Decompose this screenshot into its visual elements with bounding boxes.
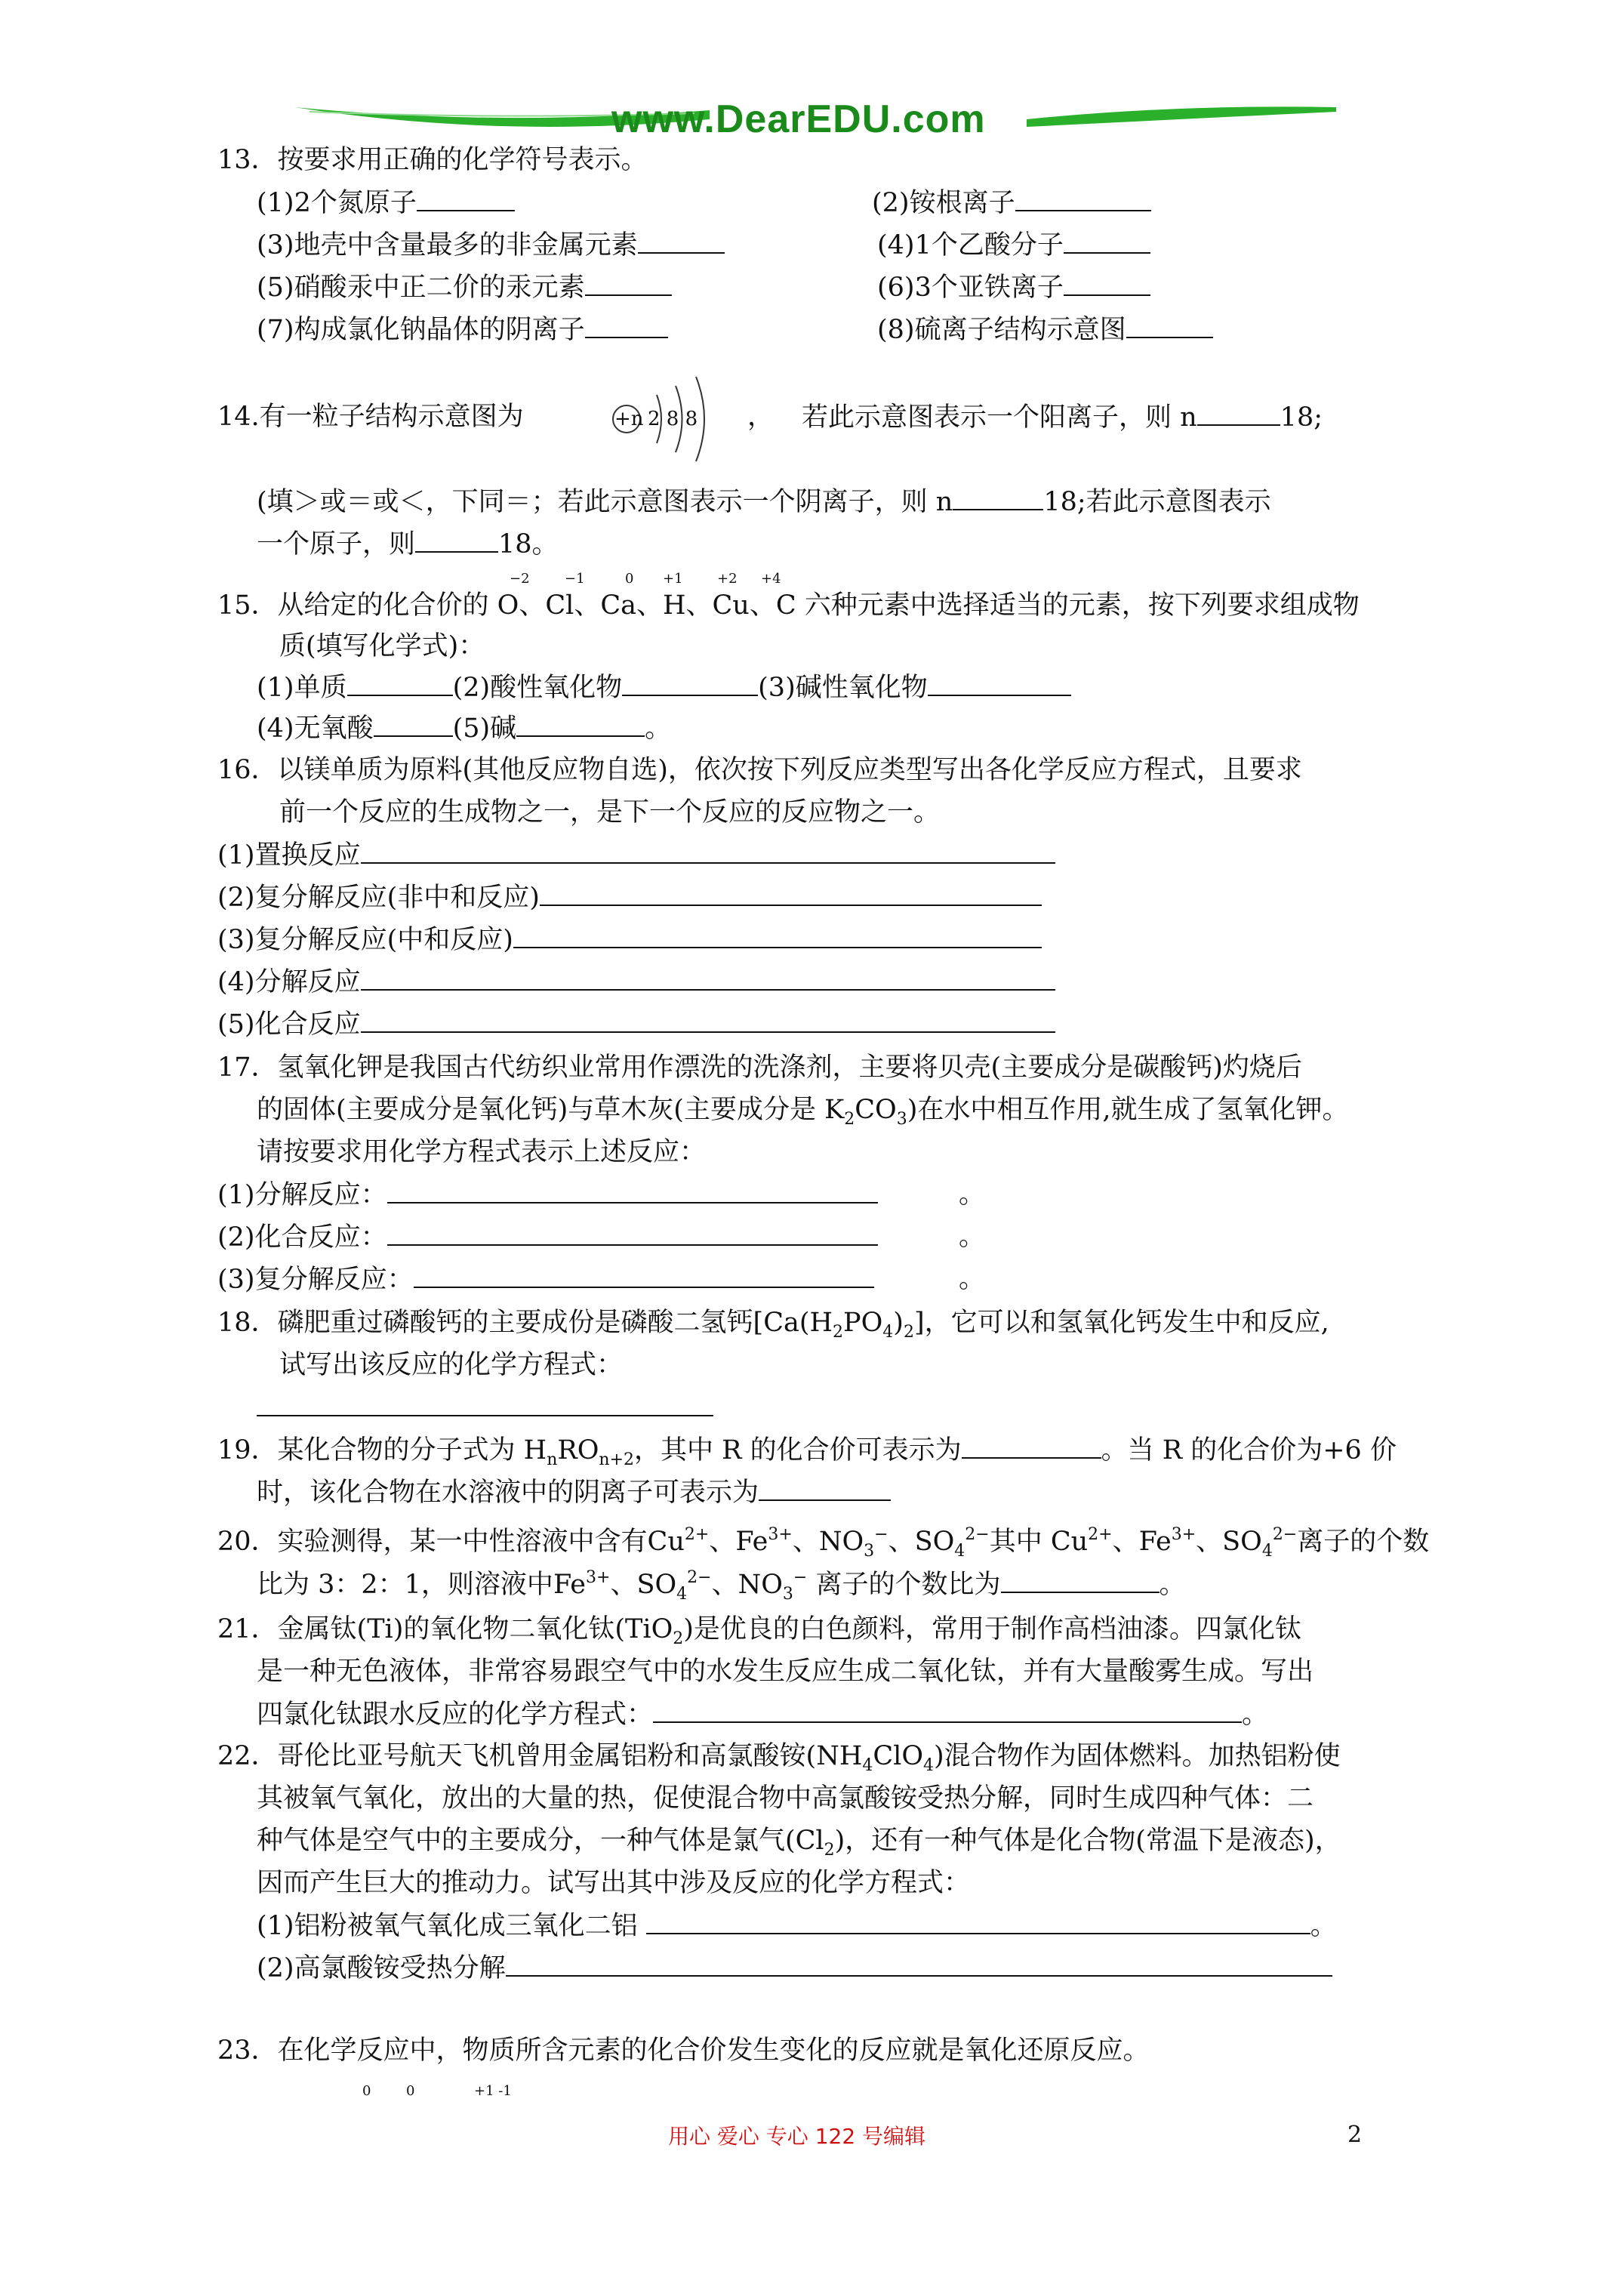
answer-blank[interactable] xyxy=(1015,186,1151,211)
q14-line2: (填＞或＝或＜，下同＝；若此示意图表示一个阴离子，则 n 18;若此示意图表示 xyxy=(257,485,1271,519)
atom-structure-diagram xyxy=(604,359,732,464)
q22-line2: 其被氧气氧化，放出的大量的热，促使混合物中高氯酸铵受热分解，同时生成四种气体：二 xyxy=(257,1783,1314,1814)
q20-line1: 20．实验测得，某一中性溶液中含有$Cu^{2+}$、$Fe^{3+}$、$NO_3^-$、$SO_4^{2-}$其中 $Cu^{2+}$、$Fe^{3+}$、$SO_4^{2-}$离子的个数 xyxy=(217,1525,1430,1561)
q17-item-2: (2)化合反应： xyxy=(217,1220,878,1254)
q17-item-1: (1)分解反应： xyxy=(217,1178,878,1212)
q15-items-row2: (4)无氧酸 (5)碱 。 xyxy=(257,711,671,745)
valence-5: +2 xyxy=(717,571,738,587)
q13-item-3: (3)地壳中含量最多的非金属元素 xyxy=(257,228,725,262)
site-logo-text: www.DearEDU.com xyxy=(611,97,986,141)
answer-blank[interactable] xyxy=(928,670,1071,696)
q16-line1: 16．以镁单质为原料(其他反应物自选)，依次按下列反应类型写出各化学反应方程式，且要求 xyxy=(217,755,1302,785)
q22-item-1: (1)铝粉被氧气氧化成三氧化二铝 。 xyxy=(257,1909,1337,1943)
q13-stem: 13．按要求用正确的化学符号表示。 xyxy=(217,145,648,175)
answer-blank[interactable] xyxy=(1064,228,1150,254)
answer-blank[interactable] xyxy=(513,923,1042,948)
q15-line2: 质(填写化学式)： xyxy=(279,631,485,661)
answer-blank[interactable] xyxy=(622,670,758,696)
q16-item-2: (2)复分解反应(非中和反应) xyxy=(217,880,1042,914)
q17-item-1-end: 。 xyxy=(959,1179,986,1210)
q18-line2: 试写出该反应的化学方程式： xyxy=(279,1350,624,1380)
answer-blank[interactable] xyxy=(585,313,668,338)
q17-line2: 的固体(主要成分是氧化钙)与草木灰(主要成分是 $K_2CO_3$)在水中相互作用,就生成了氢氧化钾。 xyxy=(257,1095,1349,1129)
answer-blank[interactable] xyxy=(759,1475,891,1501)
answer-blank[interactable] xyxy=(387,1220,878,1246)
answer-blank[interactable] xyxy=(1126,313,1213,338)
q23-valence-2: 0 xyxy=(406,2083,415,2099)
shell-electrons-label: 2 8 8 xyxy=(648,408,698,430)
answer-blank[interactable] xyxy=(953,485,1043,510)
q15-items-row1: (1)单质 (2)酸性氧化物 (3)碱性氧化物 xyxy=(257,670,1071,704)
q15-line1: 15．从给定的化合价的 O、Cl、Ca、H、Cu、C 六种元素中选择适当的元素，按下列要求组成物 xyxy=(217,590,1360,621)
answer-blank[interactable] xyxy=(540,880,1042,906)
answer-blank[interactable] xyxy=(653,1697,1242,1723)
q14-comma: ， xyxy=(747,402,775,432)
answer-blank[interactable] xyxy=(414,1262,874,1288)
q17-item-3: (3)复分解反应： xyxy=(217,1262,874,1296)
valence-2: −1 xyxy=(565,571,585,587)
answer-blank[interactable] xyxy=(374,711,453,737)
answer-blank[interactable] xyxy=(638,228,725,254)
answer-blank[interactable] xyxy=(361,1007,1055,1033)
q23-line1: 23．在化学反应中，物质所含元素的化合价发生变化的反应就是氧化还原反应。 xyxy=(217,2036,1150,2066)
answer-blank[interactable] xyxy=(361,838,1055,864)
valence-4: +1 xyxy=(663,571,683,587)
q22-item-2: (2)高氯酸铵受热分解 xyxy=(257,1951,1332,1985)
q19-line1: 19．某化合物的分子式为 $H_nRO_{n+2}$，其中 R 的化合价可表示为 。当 R 的化合价为+6 价 xyxy=(217,1433,1397,1471)
q23-valence-1: 0 xyxy=(362,2083,371,2099)
q16-line2: 前一个反应的生成物之一，是下一个反应的反应物之一。 xyxy=(279,797,941,827)
q23-valence-3: +1 -1 xyxy=(474,2083,512,2099)
banner-swoosh-right-icon xyxy=(1027,97,1344,142)
q16-item-4: (4)分解反应 xyxy=(217,965,1055,999)
answer-blank[interactable] xyxy=(417,186,515,211)
q13-item-5: (5)硝酸汞中正二价的汞元素 xyxy=(257,270,672,304)
page-number: 2 xyxy=(1347,2122,1363,2148)
q14-line1: 若此示意图表示一个阳离子，则 n 18; xyxy=(802,400,1323,434)
answer-blank[interactable] xyxy=(516,711,645,737)
valence-3: 0 xyxy=(625,571,634,587)
q18-answer xyxy=(257,1391,713,1425)
q17-line1: 17．氢氧化钾是我国古代纺织业常用作漂洗的洗涤剂，主要将贝壳(主要成分是碳酸钙)灼烧后 xyxy=(217,1052,1302,1083)
answer-blank[interactable] xyxy=(1064,270,1150,296)
q13-item-1: (1)2个氮原子 xyxy=(257,186,515,220)
q20-line2: 比为 3：2：1，则溶液中$Fe^{3+}$、$SO_4^{2-}$、$NO_3^-$ 离子的个数比为 。 xyxy=(257,1568,1186,1604)
header-banner xyxy=(287,97,1344,142)
q22-line4: 因而产生巨大的推动力。试写出其中涉及反应的化学方程式： xyxy=(257,1868,971,1898)
q21-line3: 四氯化钛跟水反应的化学方程式： 。 xyxy=(257,1697,1268,1731)
q16-item-3: (3)复分解反应(中和反应) xyxy=(217,923,1042,957)
q13-item-7: (7)构成氯化钠晶体的阴离子 xyxy=(257,313,668,347)
q14-stem: 14.有一粒子结构示意图为 xyxy=(217,402,524,432)
q17-item-3-end: 。 xyxy=(959,1264,986,1294)
q18-line1: 18．磷肥重过磷酸钙的主要成份是磷酸二氢钙$[Ca(H_2PO_4)_2]$，它可以和氢氧化钙发生中和反应, xyxy=(217,1308,1329,1342)
q21-line1: 21．金属钛(Ti)的氧化物二氧化钛(TiO$_2$)是优良的白色颜料，常用于制作高档油漆。四氯化钛 xyxy=(217,1614,1301,1648)
q16-item-5: (5)化合反应 xyxy=(217,1007,1055,1041)
q13-item-8: (8)硫离子结构示意图 xyxy=(877,313,1213,347)
answer-blank[interactable] xyxy=(361,965,1055,991)
q17-line3: 请按要求用化学方程式表示上述反应： xyxy=(257,1137,707,1167)
q22-line3: 种气体是空气中的主要成分，一种气体是氯气$(Cl_2)$，还有一种气体是化合物(常温下是液态)， xyxy=(257,1826,1341,1860)
valence-1: −2 xyxy=(510,571,530,587)
answer-blank[interactable] xyxy=(646,1909,1310,1934)
valence-6: +4 xyxy=(761,571,781,587)
answer-blank[interactable] xyxy=(962,1433,1101,1459)
answer-blank[interactable] xyxy=(585,270,672,296)
q13-item-6: (6)3个亚铁离子 xyxy=(877,270,1150,304)
q19-line2: 时，该化合物在水溶液中的阴离子可表示为 xyxy=(257,1475,891,1509)
answer-blank[interactable] xyxy=(347,670,453,696)
answer-blank[interactable] xyxy=(387,1178,878,1203)
q13-item-4: (4)1个乙酸分子 xyxy=(877,228,1150,262)
q17-item-2-end: 。 xyxy=(959,1222,986,1252)
answer-blank[interactable] xyxy=(1001,1567,1160,1593)
nucleus-label: +n xyxy=(614,408,644,430)
answer-blank[interactable] xyxy=(1197,400,1280,426)
q22-line1: 22．哥伦比亚号航天飞机曾用金属铝粉和高氯酸铵$(NH_4ClO_4)$混合物作为固体燃料。加热铝粉使 xyxy=(217,1741,1341,1775)
q14-line3: 一个原子，则 18。 xyxy=(257,527,559,561)
answer-blank[interactable] xyxy=(257,1391,713,1416)
answer-blank[interactable] xyxy=(415,527,498,553)
q16-item-1: (1)置换反应 xyxy=(217,838,1055,872)
q21-line2: 是一种无色液体，非常容易跟空气中的水发生反应生成二氧化钛，并有大量酸雾生成。写出 xyxy=(257,1657,1314,1687)
answer-blank[interactable] xyxy=(506,1951,1332,1977)
footer-note: 用心 爱心 专心 122 号编辑 xyxy=(668,2124,926,2149)
q13-item-2: (2)铵根离子 xyxy=(872,186,1151,220)
